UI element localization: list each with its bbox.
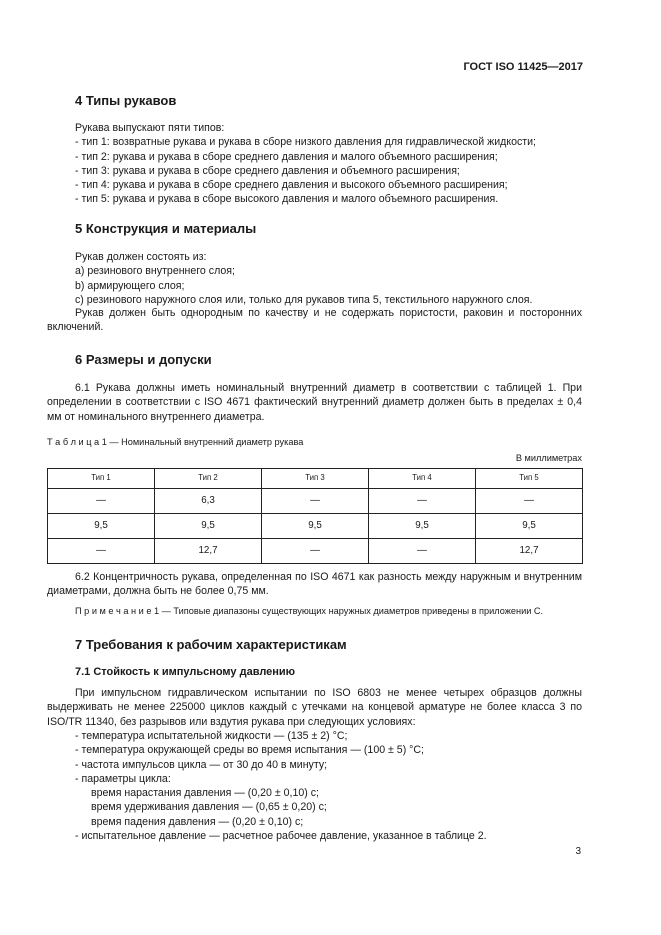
table-cell: 9,5 <box>369 514 476 539</box>
section-4-intro: Рукава выпускают пяти типов: <box>75 122 225 134</box>
page-number: 3 <box>575 846 581 857</box>
table-cell: — <box>262 539 369 564</box>
table-1 <box>47 468 583 564</box>
table-cell: 9,5 <box>476 514 583 539</box>
table-header-cell: Тип 5 <box>476 469 583 489</box>
paragraph-6-2: 6.2 Концентричность рукава, определенная по ISO 4671 как разность между наружным и внутренним диаметрами, должна быть не более 0,75 мм. <box>47 571 582 598</box>
table-cell: 12,7 <box>155 539 262 564</box>
table-cell: — <box>262 489 369 514</box>
table-cell: — <box>369 489 476 514</box>
test-conditions-list <box>75 729 582 843</box>
table-cell: 6,3 <box>155 489 262 514</box>
section-5 <box>75 222 582 236</box>
list-item: - испытательное давление — расчетное рабочее давление, указанное в таблице 2. <box>75 830 487 843</box>
standard-header: ГОСТ ISO 11425—2017 <box>463 61 583 73</box>
list-item: - температура окружающей среды во время испытания — (100 ± 5) °С; <box>75 744 424 757</box>
section-4 <box>75 94 582 108</box>
table-1-caption <box>47 435 582 449</box>
list-item: b) армирующего слоя; <box>75 279 185 292</box>
section-7-title: 7 Требования к рабочим характеристикам <box>75 637 347 652</box>
table-cell: — <box>369 539 476 564</box>
section-6-title: 6 Размеры и допуски <box>75 352 212 367</box>
paragraph-6-1: 6.1 Рукава должны иметь номинальный внутренний диаметр в соответствии с таблицей 1. При определении в соответствии с ISO 4671 фактический внутренний диаметр должен быть в пределах ± 0,4 мм от номинального внутреннего диаметра. <box>47 382 582 423</box>
table-header-cell: Тип 2 <box>155 469 262 489</box>
subsection-7-1-title: 7.1 Стойкость к импульсному давлению <box>75 666 296 678</box>
table-caption-lead: Т а б л и ц а 1 <box>47 437 107 447</box>
list-item: а) резинового внутреннего слоя; <box>75 265 235 278</box>
table-row <box>48 489 583 514</box>
list-item: - частота импульсов цикла — от 30 до 40 в минуту; <box>75 758 328 771</box>
table-caption-text: — Номинальный внутренний диаметр рукава <box>106 437 304 447</box>
section-7 <box>75 638 582 652</box>
cycle-item: время удерживания давления — (0,65 ± 0,20) с; <box>91 801 327 814</box>
table-header-cell: Тип 1 <box>48 469 155 489</box>
section-5-title: 5 Конструкция и материалы <box>75 221 257 236</box>
table-cell: — <box>48 489 155 514</box>
section-4-body <box>75 121 582 207</box>
table-row <box>48 514 583 539</box>
table-unit: В миллиметрах <box>515 453 582 463</box>
table-header-cell: Тип 4 <box>369 469 476 489</box>
paragraph-7-1: При импульсном гидравлическом испытании по ISO 6803 не менее четырех образцов должны выдерживать не менее 225000 циклов каждый с утечками на концевой арматуре не более класса 3 по ISO/TR 11340, без разрывов или вздутия рукава при следующих условиях: <box>47 687 582 728</box>
table-cell: 9,5 <box>48 514 155 539</box>
cycle-item: время падения давления — (0,20 ± 0,10) с; <box>91 815 304 828</box>
note-text: — Типовые диапазоны существующих наружных диаметров приведены в приложении С. <box>159 606 544 616</box>
table-cell: — <box>476 489 583 514</box>
table-header-cell: Тип 3 <box>262 469 369 489</box>
section-5-paragraph: Рукав должен быть однородным по качеству и не содержать пористости, раковин и посторонних включений. <box>47 307 582 334</box>
list-item: - тип 2: рукава и рукава в сборе среднего давления и малого объемного расширения; <box>75 150 498 163</box>
section-7-1 <box>75 665 582 679</box>
section-5-intro: Рукав должен состоять из: <box>75 251 207 263</box>
table-header-row <box>48 469 583 489</box>
list-item: - тип 4: рукава и рукава в сборе среднего давления и высокого объемного расширения; <box>75 179 508 192</box>
table-cell: 9,5 <box>155 514 262 539</box>
list-item: - температура испытательной жидкости — (135 ± 2) °С; <box>75 730 348 742</box>
note-lead: П р и м е ч а н и е 1 <box>75 606 160 616</box>
list-item: - параметры цикла: <box>75 772 171 785</box>
section-4-title: 4 Типы рукавов <box>75 93 177 108</box>
list-item: с) резинового наружного слоя или, только для рукавов типа 5, текстильного наружного слоя. <box>75 293 533 306</box>
list-item: - тип 3: рукава и рукава в сборе среднего давления и объемного расширения; <box>75 164 460 177</box>
cycle-item: время нарастания давления — (0,20 ± 0,10) с; <box>91 787 319 800</box>
table-cell: 9,5 <box>262 514 369 539</box>
table-row <box>48 539 583 564</box>
table-cell: — <box>48 539 155 564</box>
note-1 <box>75 604 582 618</box>
table-cell: 12,7 <box>476 539 583 564</box>
list-item: - тип 1: возвратные рукава и рукава в сборе низкого давления для гидравлической жидкости; <box>75 136 536 149</box>
section-6 <box>75 353 582 367</box>
list-item: - тип 5: рукава и рукава в сборе высокого давления и малого объемного расширения. <box>75 193 499 206</box>
section-5-body <box>75 250 582 307</box>
